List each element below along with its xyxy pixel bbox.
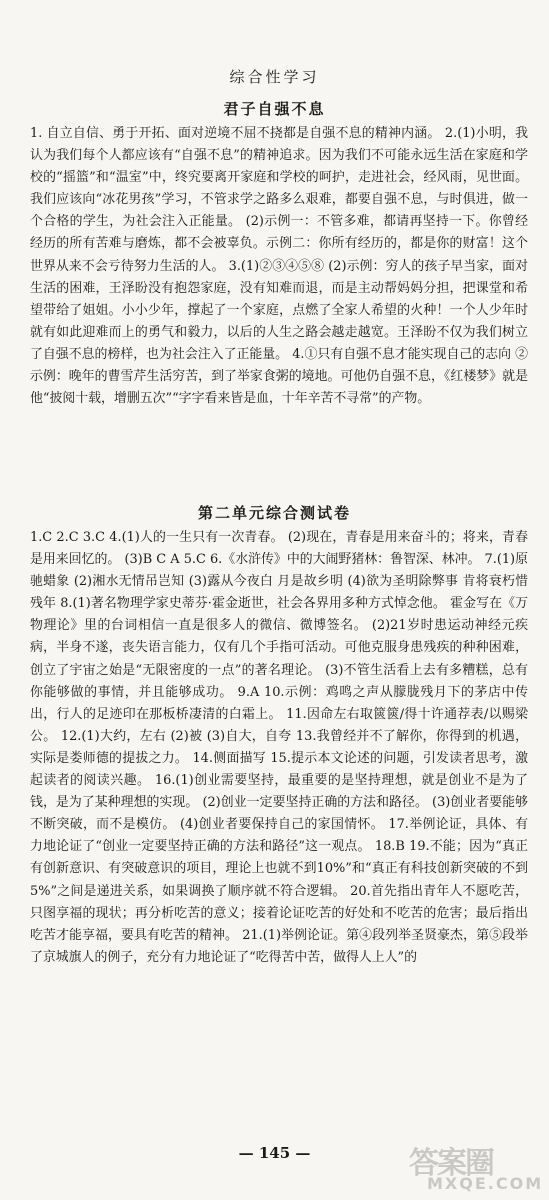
page-header-title: 综合性学习 <box>229 68 320 86</box>
section-body-1: 1. 自立自信、勇于开拓、面对逆境不屈不挠都是自强不息的精神内涵。 2.(1)小明，我认为我们每个人都应该有“自强不息”的精神追求。因为我们不可能永远生活在家庭和学校的“摇篮”和“温室”中，终究要离开家庭和学校的呵护，走进社会，经风雨，见世面。我们应该向“冰花男孩”学习，不管求学之路多么艰难，都要自强不息，与时俱进，做一个合格的学生，为社会注入正能量。 (2)示例一：不管多难，都请再坚持一下。你曾经经历的所有苦难与磨炼，都不会被辜负。示例二：你所有经历的，都是你的财富！这个世界从来不会亏待努力生活的人。 3.(1)②③④⑤⑧ (2)示例：穷人的孩子早当家，面对生活的困难，王泽盼没有抱怨家庭，没有知难而退，而是主动帮妈妈分担，把课堂和希望带给了姐姐。小小少年，撑起了一个家庭，点燃了全家人希望的火种！一个人少年时就有如此迎难而上的勇气和毅力，以后的人生之路会越走越宽。王泽盼不仅为我们树立了自强不息的榜样，也为社会注入了正能量。 4.①只有自强不息才能实现自己的志向 ②示例：晚年的曹雪芹生活穷苦，到了举家食粥的境地。可他仍自强不息，《红楼梦》就是他“披阅十载，增删五次”“字字看来皆是血，十年辛苦不寻常”的产物。 <box>30 126 528 407</box>
watermark-logo <box>407 1138 544 1194</box>
section-title-2: 第二单元综合测试卷 <box>197 504 351 522</box>
watermark-url: MXQE.COM <box>427 1174 544 1193</box>
watermark-big-text: 答案圈 <box>409 1146 493 1181</box>
page-number: — 145 — <box>238 1144 311 1162</box>
section-title-1: 君子自强不息 <box>223 100 326 118</box>
section-body-2: 1.C 2.C 3.C 4.(1)人的一生只有一次青春。 (2)现在，青春是用来奋斗的；将来，青春是用来回忆的。 (3)B C A 5.C 6.《水浒传》中的大闹野猪林：鲁智深、林冲。 7.(1)原驰蜡象 (2)湘水无情吊岂知 (3)露从今夜白 月是故乡明 (4)欲为圣明除弊事 肯将衰朽惜残年 8.(1)著名物理学家史蒂芬·霍金逝世，社会各界用多种方式悼念他。 霍金写在《万物理论》里的台词相信一直是很多人的微信、微博签名。 (2)21岁时患运动神经元疾病，半身不遂，丧失语言能力，仅有几个手指可活动。可他克服身患残疾的种种困难，创立了宇宙之始是“无限密度的一点”的著名理论。 (3)不管生活看上去有多糟糕，总有你能够做的事情，并且能够成功。 9.A 10.示例：鸡鸣之声从朦胧残月下的茅店中传出，行人的足迹印在那板桥凄清的白霜上。 11.因命左右取篋篋/得十许通荐表/以赐梁公。 12.(1)大约，左右 (2)被 (3)自大，自夸 13.我曾经并不了解你，你得到的机遇，实际是娄师德的提拔之力。 14.侧面描写 15.提示本文论述的问题，引发读者思考，激起读者的阅读兴趣。 16.(1)创业需要坚持，最重要的是坚持理想，就是创业不是为了钱，是为了某种理想的实现。 (2)创业一定要坚持正确的方法和路径。 (3)创业者要能够不断突破，而不是模仿。 (4)创业者要保持自己的家国情怀。 17.举例论证，具体、有力地论证了“创业一定要坚持正确的方法和路径”这一观点。 18.B 19.不能；因为“真正有创新意识、有突破意识的项目，理论上也就不到10%”和“真正有科技创新突破的不到5%”之间是递进关系，如果调换了顺序就不符合逻辑。 20.首先指出青年人不愿吃苦，只图享福的现状；再分析吃苦的意义；接着论证吃苦的好处和不吃苦的危害；最后指出吃苦才能享福，要具有吃苦的精神。 21.(1)举例论证。第④段列举圣贤豪杰，第⑤段举了京城旗人的例子，充分有力地论证了“吃得苦中苦，做得人上人”的 <box>30 530 528 965</box>
